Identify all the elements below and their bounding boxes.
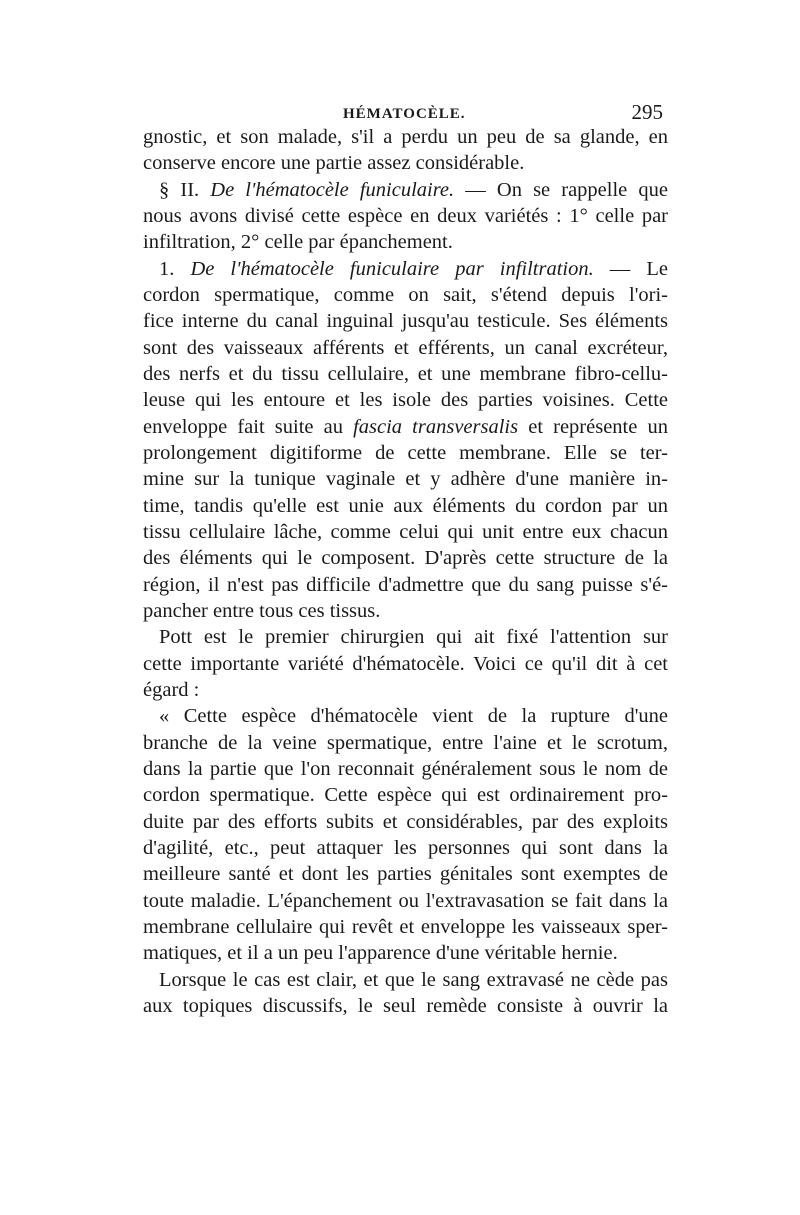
subsection-heading-line: 1. De l'hématocèle funiculaire par infiltration. — Le bbox=[159, 257, 668, 280]
latin-term: fascia transversalis bbox=[353, 415, 519, 438]
page-number: 295 bbox=[631, 100, 663, 124]
quote-line: duite par des efforts subits et considérables, par des exploits bbox=[143, 810, 668, 833]
quote-line: membrane cellulaire qui revêt et enveloppe les vaisseaux sper- bbox=[143, 915, 668, 938]
text-line: leuse qui les entoure et les isole des parties voisines. Cette bbox=[143, 389, 668, 412]
text-line: conserve encore une partie assez considérable. bbox=[143, 152, 525, 175]
text-line: prolongement digitiforme de cette membrane. Elle se ter- bbox=[143, 441, 668, 464]
text-line: pancher entre tous ces tissus. bbox=[143, 599, 381, 622]
section-title: De l'hématocèle funiculaire. bbox=[210, 178, 455, 201]
text-line: région, il n'est pas difficile d'admettre que du sang puisse s'é- bbox=[143, 573, 668, 596]
text-line: cette importante variété d'hématocèle. Voici ce qu'il dit à cet bbox=[143, 652, 668, 675]
quote-line: branche de la veine spermatique, entre l'aine et le scrotum, bbox=[143, 731, 668, 754]
quote-line: aux topiques discussifs, le seul remède consiste à ouvrir la bbox=[143, 994, 668, 1017]
text-line: enveloppe fait suite au fascia transversalis et représente un bbox=[143, 415, 668, 438]
text-line: gnostic, et son malade, s'il a perdu un peu de sa glande, en bbox=[143, 126, 668, 148]
quote-line: cordon spermatique. Cette espèce qui est ordinairement pro- bbox=[143, 784, 668, 807]
quote-line: Lorsque le cas est clair, et que le sang extravasé ne cède pas bbox=[159, 968, 668, 991]
text-line: des nerfs et du tissu cellulaire, et une membrane fibro-cellu- bbox=[143, 362, 668, 385]
text-line: infiltration, 2° celle par épanchement. bbox=[143, 231, 453, 254]
text-line: mine sur la tunique vaginale et y adhère d'une manière in- bbox=[143, 468, 668, 491]
running-title: HÉMATOCÈLE. bbox=[343, 106, 466, 122]
body-text bbox=[143, 124, 668, 1019]
quote-line: matiques, et il a un peu l'apparence d'une véritable hernie. bbox=[143, 942, 618, 965]
text-line: Pott est le premier chirurgien qui ait fixé l'attention sur bbox=[159, 626, 668, 649]
text-line: égard : bbox=[143, 678, 200, 701]
text-line: nous avons divisé cette espèce en deux variétés : 1° celle par bbox=[143, 204, 668, 227]
quote-line: meilleure santé et dont les parties génitales sont exemptes de bbox=[143, 863, 668, 886]
quote-line: dans la partie que l'on reconnait généralement sous le nom de bbox=[143, 757, 668, 780]
section-heading-line: § II. De l'hématocèle funiculaire. — On se rappelle que bbox=[159, 178, 668, 201]
text-line: time, tandis qu'elle est unie aux éléments du cordon par un bbox=[143, 494, 668, 517]
subsection-title: De l'hématocèle funiculaire par infiltration. bbox=[190, 257, 594, 280]
text-line: des éléments qui le composent. D'après cette structure de la bbox=[143, 547, 668, 570]
quote-line: « Cette espèce d'hématocèle vient de la rupture d'une bbox=[159, 705, 668, 728]
text-line: sont des vaisseaux afférents et efférents, un canal excréteur, bbox=[143, 336, 668, 359]
quote-line: d'agilité, etc., peut attaquer les personnes qui sont dans la bbox=[143, 836, 668, 859]
text-line: cordon spermatique, comme on sait, s'étend depuis l'ori- bbox=[143, 283, 668, 306]
text-line: tissu cellulaire lâche, comme celui qui unit entre eux chacun bbox=[143, 520, 668, 543]
quote-line: toute maladie. L'épanchement ou l'extravasation se fait dans la bbox=[143, 889, 668, 912]
text-line: fice interne du canal inguinal jusqu'au testicule. Ses éléments bbox=[143, 310, 668, 333]
